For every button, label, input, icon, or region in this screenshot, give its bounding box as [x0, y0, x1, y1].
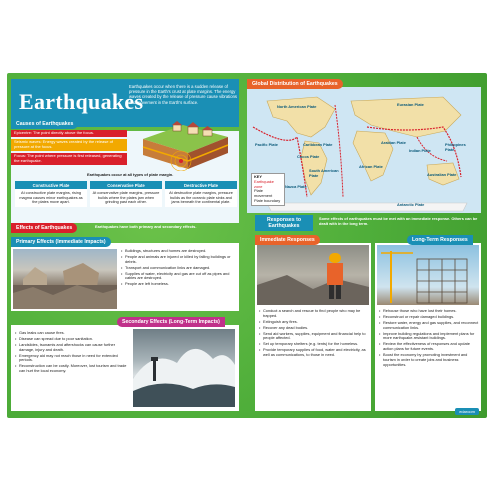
- rubble-photo: [13, 249, 117, 309]
- map-key-title: KEY: [254, 174, 262, 179]
- immediate-item: • Send aid workers, supplies, equipment and financial help to people affected.: [259, 332, 367, 341]
- primary-item: • People are left homeless.: [121, 282, 235, 287]
- longterm-item: • Boost the economy by promoting investment and tourism in order to create jobs and business opportunities.: [379, 353, 479, 367]
- longterm-item: • Rehouse those who have lost their homes.: [379, 309, 479, 314]
- primary-item: • People and animals are injured or killed by falling buildings or debris.: [121, 255, 235, 264]
- fault-diagram: [133, 117, 237, 171]
- destructive-plate-title: Destructive Plate: [165, 181, 237, 189]
- constructive-plate-box: [15, 181, 87, 207]
- longterm-header: Long-Term Responses: [407, 235, 473, 245]
- secondary-item: • Reconstruction can be costly. Moreover, lost tourism and trade can hurt the local economy.: [15, 364, 129, 373]
- destructive-plate-text: At destructive plate margins, pressure builds as the oceanic plate sinks and jams beneath the continental plate.: [165, 189, 237, 207]
- map-label-arabian: Arabian Plate: [381, 140, 406, 145]
- epicentre-def: Epicentre: The point directly above the focus.: [11, 130, 127, 137]
- map-key-movement: Plate movement: [254, 188, 273, 199]
- map-panel: [247, 87, 481, 213]
- map-key-boundary: Plate boundary: [254, 197, 281, 203]
- primary-item: • Transport and communication links are damaged.: [121, 266, 235, 271]
- immediate-item: • Provide temporary supplies of food, water and electricity, as well as communications, to those in need.: [259, 348, 367, 357]
- constructive-plate-text: At constructive plate margins, rising magma causes minor earthquakes as the plates move apart.: [15, 189, 87, 207]
- focus-def: Focus: The point where pressure is first released, generating the earthquake.: [11, 153, 127, 165]
- map-label-caribbean: Caribbean Plate: [303, 142, 333, 147]
- immediate-item: • Recover any dead bodies.: [259, 326, 367, 331]
- primary-header: Primary Effects (Immediate Impacts): [11, 237, 111, 247]
- seismic-def: Seismic waves: Energy waves created by the release of pressure at the focus.: [11, 139, 127, 151]
- wave-illustration: [133, 329, 235, 407]
- intro-text: Earthquakes occur when there is a sudden release of pressure in the Earth's crust at plate margins. The energy waves created by the release of pressure cause vibrations and movement in the Earth's surface.: [129, 84, 238, 105]
- secondary-item: • Disease can spread due to poor sanitation.: [15, 337, 129, 342]
- rubble-illustration: [13, 249, 117, 309]
- map-key-zone: Earthquake zone: [254, 178, 274, 189]
- scaffold-illustration: [377, 245, 479, 305]
- primary-item: • Supplies of water, electricity and gas are cut off as pipes and cables are destroyed.: [121, 272, 235, 281]
- longterm-list: [379, 309, 479, 369]
- primary-list: [121, 249, 235, 288]
- map-label-cocos: Cocos Plate: [297, 154, 320, 159]
- conservative-plate-box: [90, 181, 162, 207]
- destructive-plate-box: [165, 181, 237, 207]
- rescue-photo: [257, 245, 369, 305]
- rescue-illustration: [257, 245, 369, 305]
- effects-header: Effects of Earthquakes: [11, 223, 77, 233]
- effects-text: Earthquakes have both primary and secondary effects.: [95, 224, 197, 229]
- constructive-plate-title: Constructive Plate: [15, 181, 87, 189]
- longterm-item: • Improve building regulations and implement plans for more earthquake-resistant buildings.: [379, 332, 479, 341]
- plates-note: Earthquakes occur at all types of plate margin.: [87, 172, 174, 177]
- map-label-australian: Australian Plate: [427, 172, 457, 177]
- immediate-list: [259, 309, 367, 359]
- secondary-header: Secondary Effects (Long-Term Impacts): [117, 317, 225, 327]
- primary-item: • Buildings, structures and homes are destroyed.: [121, 249, 235, 254]
- map-label-indian: Indian Plate: [409, 148, 431, 153]
- page-title: Earthquakes: [19, 89, 144, 114]
- map-label-south-american: South American Plate: [309, 168, 339, 178]
- immediate-item: • Extinguish any fires.: [259, 320, 367, 325]
- immediate-item: • Conduct a search and rescue to find people who may be trapped.: [259, 309, 367, 318]
- secondary-item: • Landslides, tsunamis and aftershocks can cause further damage, injury and death.: [15, 343, 129, 352]
- map-header: Global Distribution of Earthquakes: [247, 79, 343, 89]
- construction-photo: [377, 245, 479, 305]
- responses-header: Responses to Earthquakes: [255, 215, 313, 231]
- map-label-african: African Plate: [359, 164, 383, 169]
- secondary-list: [15, 331, 129, 375]
- map-label-pacific: Pacific Plate: [255, 142, 278, 147]
- map-label-north-american: North American Plate: [277, 104, 317, 109]
- responses-text: Some effects of earthquakes must be met with an immediate response. Others can be dealt with in the long term.: [319, 216, 478, 226]
- secondary-item: • Gas leaks can cause fires.: [15, 331, 129, 336]
- tsunami-photo: [133, 329, 235, 407]
- longterm-item: • Review the effectiveness of responses and update action plans for future events.: [379, 342, 479, 351]
- map-label-nazca: Nazca Plate: [285, 184, 307, 189]
- secondary-item: • Emergency aid may not reach those in need for extended periods.: [15, 354, 129, 363]
- map-label-antarctic: Antarctic Plate: [397, 202, 425, 207]
- conservative-plate-title: Conservative Plate: [90, 181, 162, 189]
- immediate-item: • Set up temporary shelters (e.g. tents) for the homeless.: [259, 342, 367, 347]
- immediate-header: Immediate Responses: [255, 235, 320, 245]
- longterm-item: • Restore water, energy and gas supplies, and reconnect communication links.: [379, 321, 479, 330]
- conservative-plate-text: At conservative plate margins, pressure builds where the plates jam when grinding past each other.: [90, 189, 162, 207]
- poster: [7, 73, 487, 418]
- map-key: [251, 173, 285, 206]
- causes-header: Causes of Earthquakes: [11, 119, 78, 129]
- map-label-eurasian: Eurasian Plate: [397, 102, 424, 107]
- map-label-philippines: Philippines Plate: [445, 142, 466, 152]
- publisher-logo: edaroom: [455, 408, 479, 415]
- longterm-item: • Reconstruct or repair damaged buildings.: [379, 315, 479, 320]
